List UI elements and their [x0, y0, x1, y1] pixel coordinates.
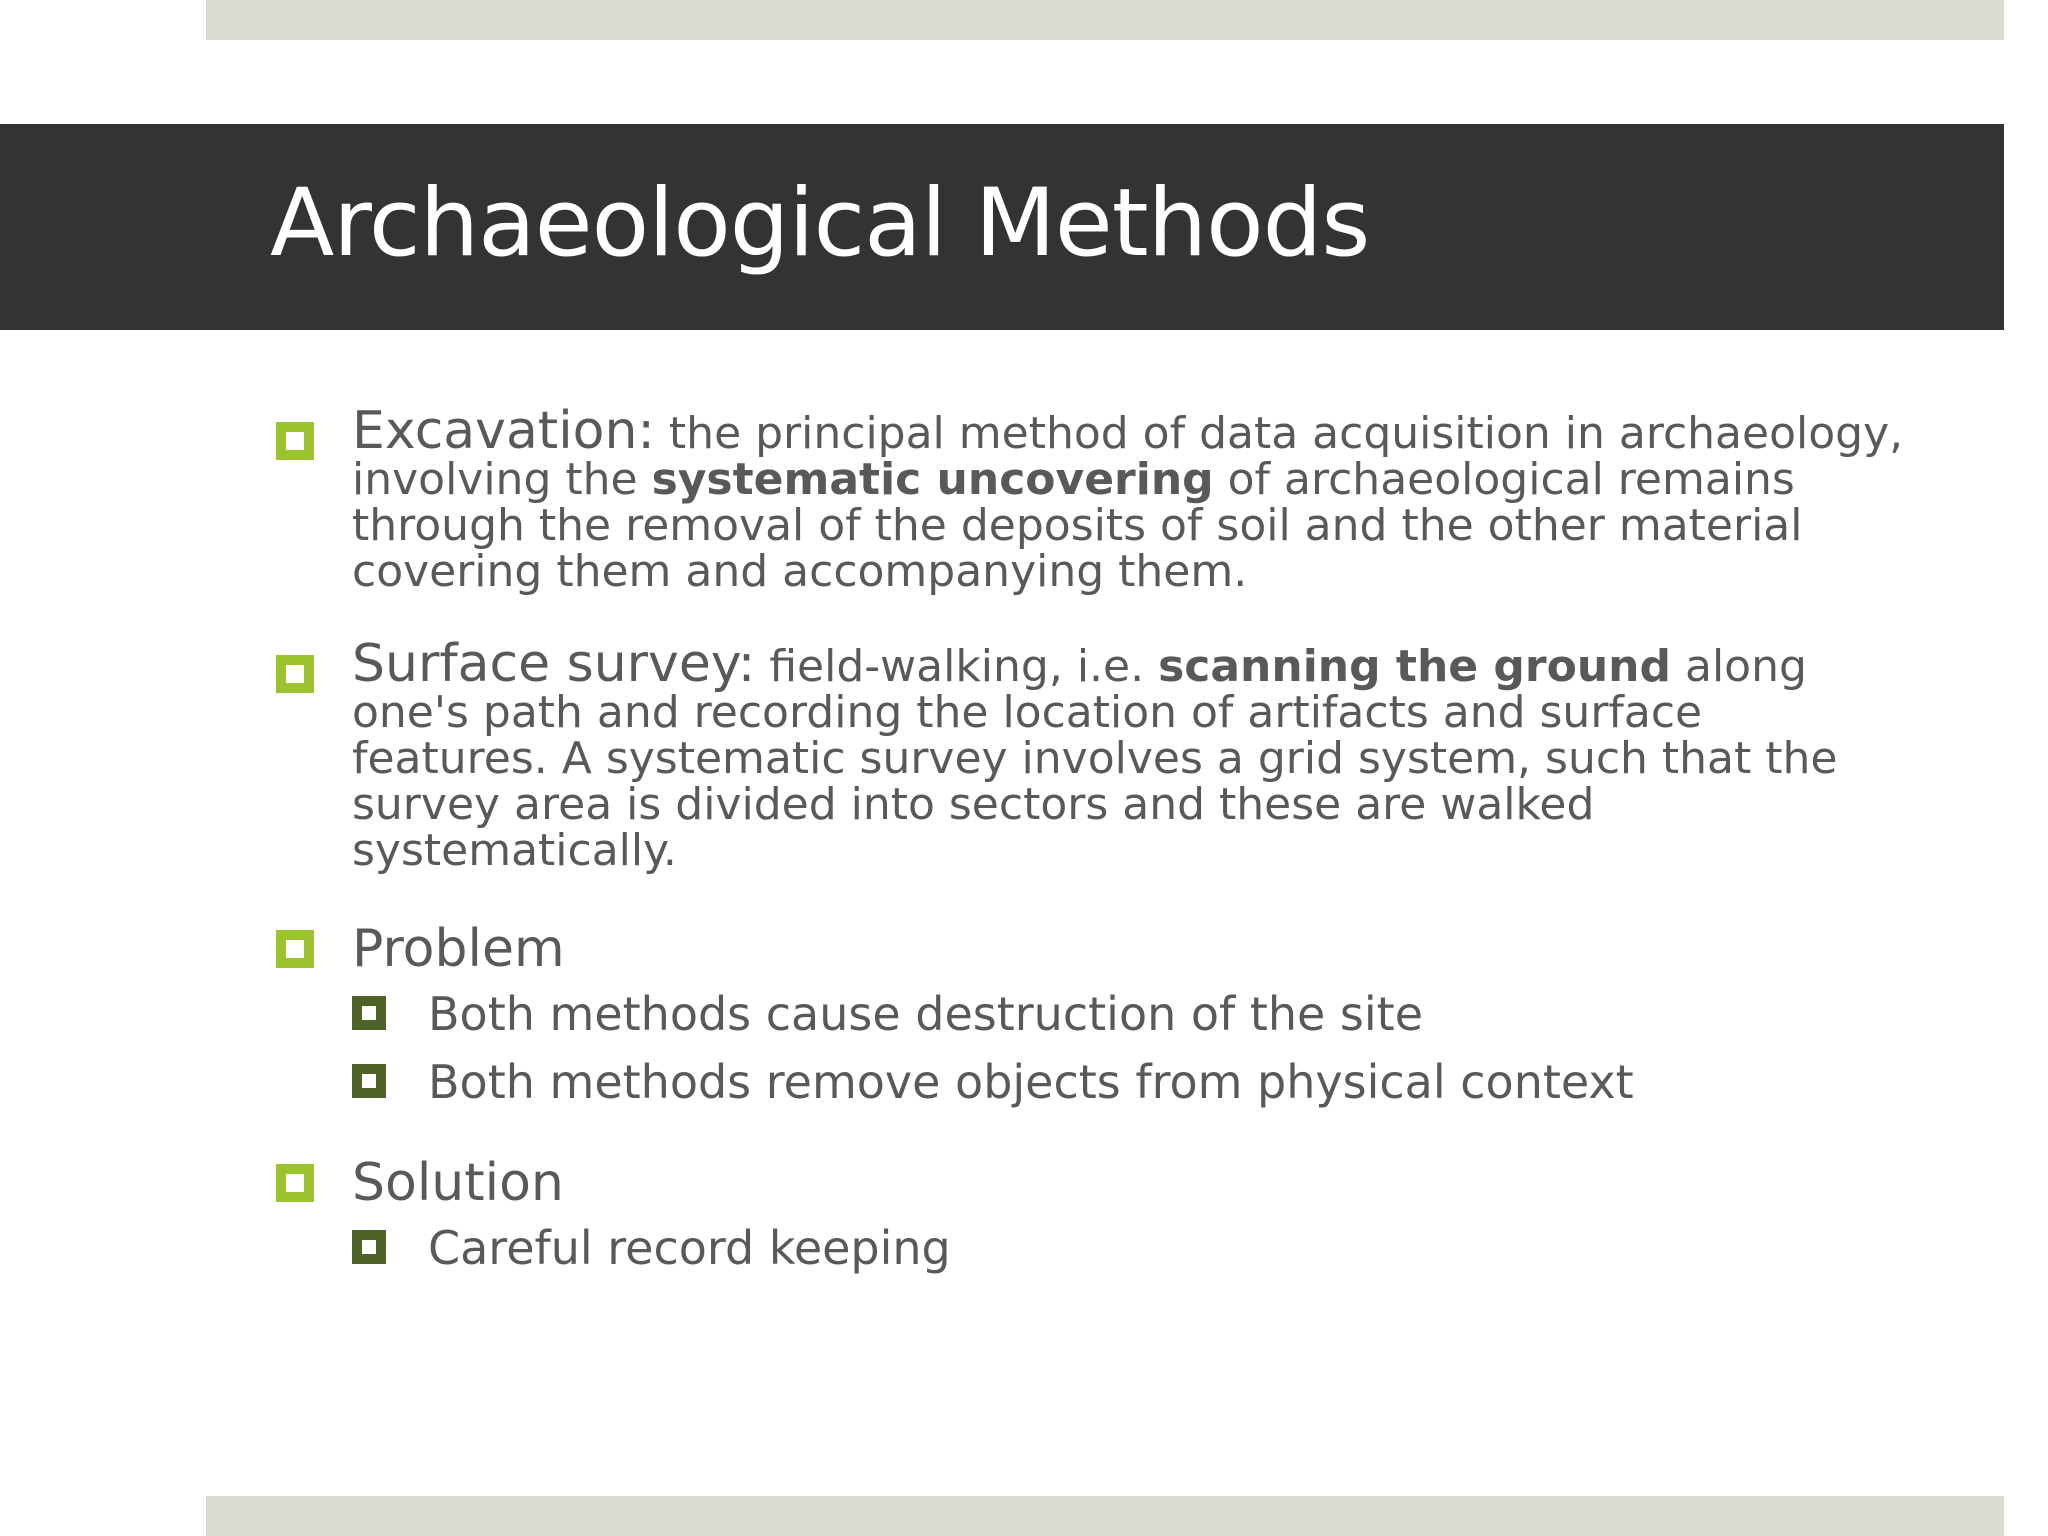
- surface-survey-bold: scanning the ground: [1158, 641, 1671, 692]
- excavation-text-before: the principal method of data acquisition in archaeology, involving the: [352, 408, 1904, 505]
- bullet-problem: [270, 920, 1910, 978]
- top-accent-band: [206, 0, 2004, 40]
- square-bullet-icon: [276, 422, 314, 460]
- square-sub-bullet-icon: [352, 996, 386, 1030]
- problem-label: Problem: [352, 919, 565, 979]
- bullet-surface-survey: [270, 634, 1910, 876]
- solution-label: Solution: [352, 1153, 564, 1213]
- square-bullet-icon: [276, 655, 314, 693]
- solution-sub-1-text: Careful record keeping: [428, 1221, 951, 1275]
- bullet-excavation-text: [352, 401, 1910, 597]
- sub-bullet-problem-1: [352, 986, 1910, 1042]
- square-sub-bullet-icon: [352, 1230, 386, 1264]
- slide-title: Archaeological Methods: [270, 169, 1370, 278]
- surface-survey-text-after: along one's path and recording the location of artifacts and surface features. A systematic survey involves a grid system, such that the survey area is divided into sectors and these are walked systematically.: [352, 641, 1838, 876]
- surface-survey-term: Surface survey:: [352, 634, 756, 694]
- bullet-excavation: [270, 401, 1910, 597]
- sub-bullet-problem-2: [352, 1054, 1910, 1110]
- sub-bullet-solution-1: [352, 1220, 1910, 1276]
- excavation-term: Excavation:: [352, 401, 655, 461]
- square-sub-bullet-icon: [352, 1064, 386, 1098]
- excavation-bold: systematic uncovering: [651, 454, 1214, 505]
- bullet-surface-survey-text: [352, 634, 1910, 876]
- bottom-accent-band: [206, 1496, 2004, 1536]
- bullet-solution: [270, 1154, 1910, 1212]
- problem-sub-2-text: Both methods remove objects from physical context: [428, 1055, 1634, 1109]
- surface-survey-text-before: field-walking, i.e.: [755, 641, 1159, 692]
- problem-sub-1-text: Both methods cause destruction of the site: [428, 987, 1424, 1041]
- square-bullet-icon: [276, 1164, 314, 1202]
- excavation-text-after: of archaeological remains through the removal of the deposits of soil and the other material covering them and accompanying them.: [352, 454, 1803, 597]
- slide-body: [270, 401, 1910, 1276]
- square-bullet-icon: [276, 930, 314, 968]
